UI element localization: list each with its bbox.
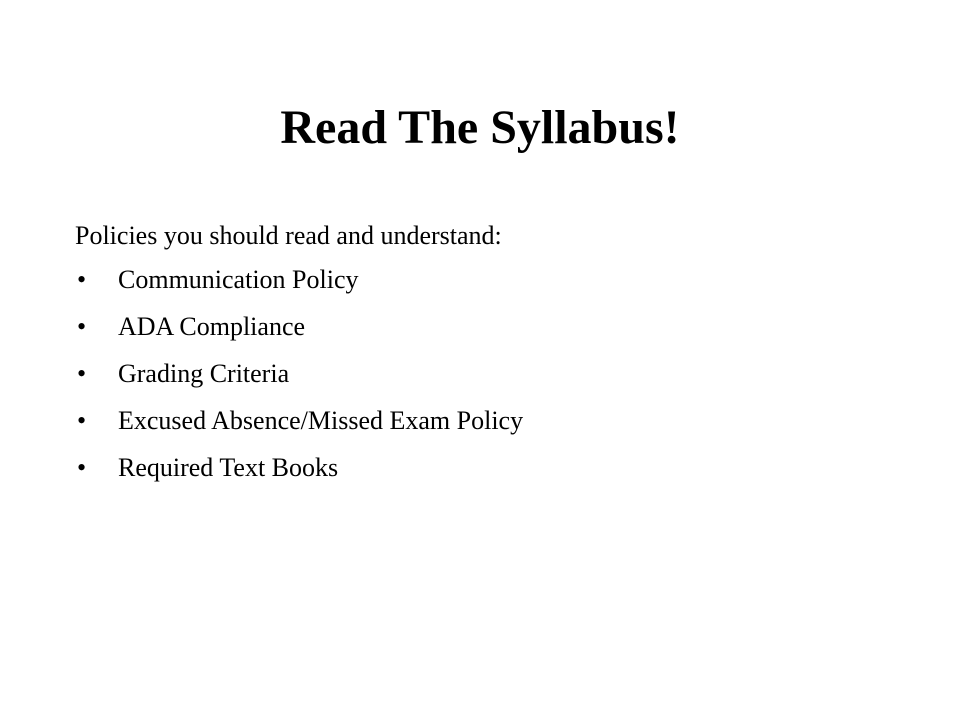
list-item [75,309,523,345]
bullet-icon: • [77,359,87,388]
list-item-text: Grading Criteria [118,359,290,388]
bullet-icon: • [77,312,87,341]
list-item-text: Required Text Books [118,453,339,482]
bullet-icon: • [77,265,87,294]
list-item-text: Communication Policy [118,265,359,294]
slide-intro: Policies you should read and understand: [75,221,502,250]
list-item-text: Excused Absence/Missed Exam Policy [118,406,524,435]
list-item [75,262,523,298]
list-item [75,356,523,392]
list-item [75,450,523,486]
slide-title: Read The Syllabus! [280,101,680,154]
list-item [75,403,523,439]
bullet-icon: • [77,453,87,482]
list-item-text: ADA Compliance [118,312,306,341]
bullet-list [75,262,523,497]
bullet-icon: • [77,406,87,435]
